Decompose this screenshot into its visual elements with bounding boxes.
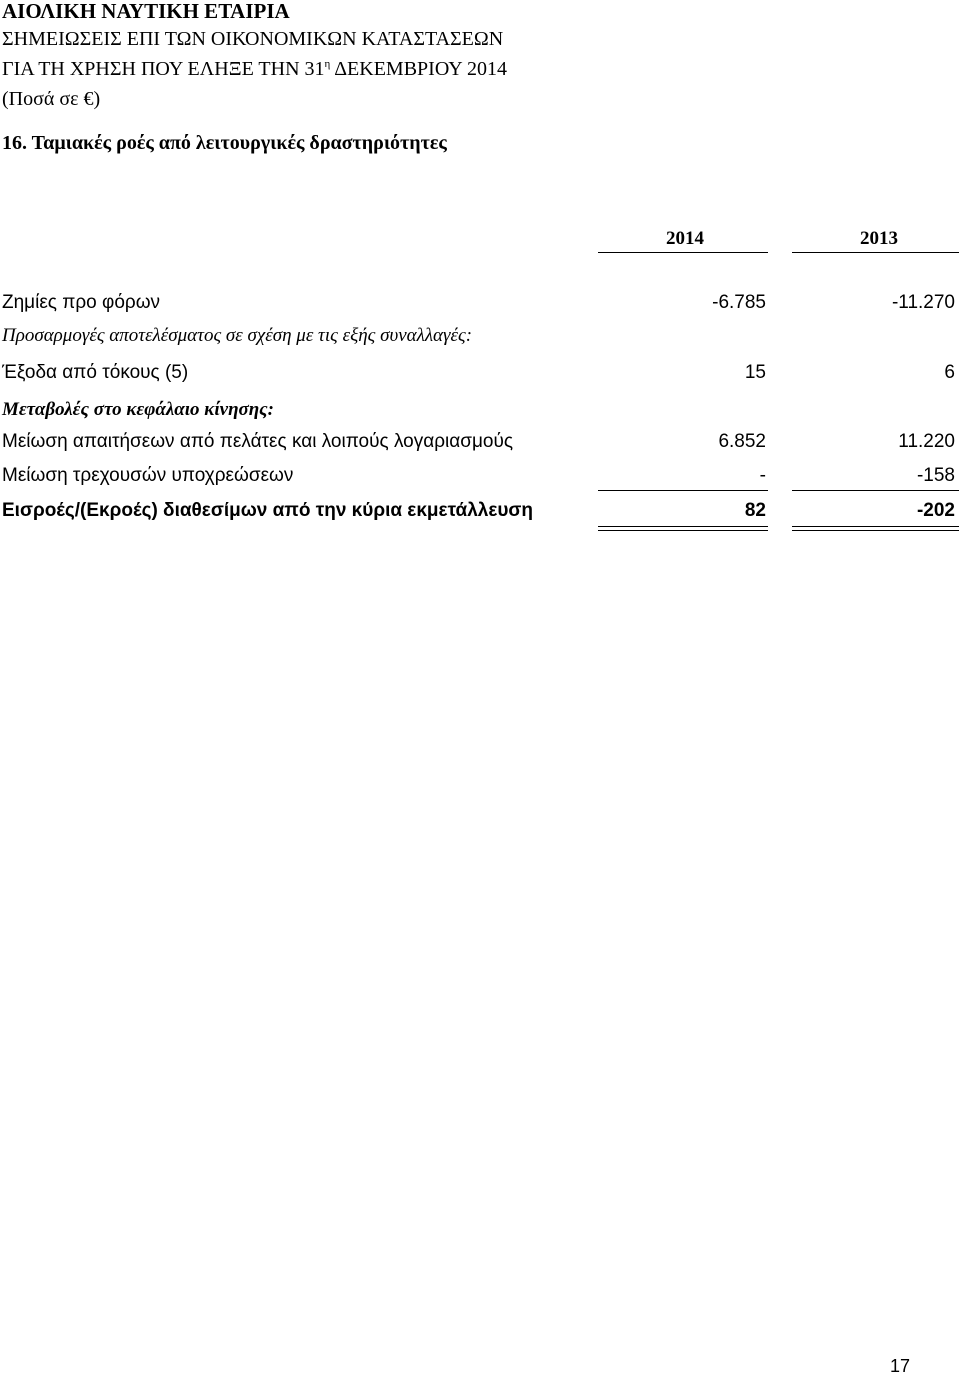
column-header-underline	[598, 252, 768, 253]
subtotal-line	[792, 490, 959, 491]
row-label-operating-cash-flow: Εισροές/(Εκροές) διαθεσίμων από την κύρια εκμετάλλευση	[2, 500, 534, 521]
value-decrease-receivables-2014: 6.852	[718, 431, 766, 452]
column-header-2013: 2013	[860, 228, 898, 249]
total-double-line-bottom	[792, 530, 959, 531]
subtotal-line	[598, 490, 768, 491]
row-label-working-capital-changes: Μεταβολές στο κεφάλαιο κίνησης:	[2, 399, 274, 420]
page-number: 17	[890, 1356, 911, 1376]
column-header-underline	[792, 252, 959, 253]
value-interest-expense-2014: 15	[744, 362, 766, 383]
value-decrease-receivables-2013: 11.220	[898, 431, 955, 452]
value-operating-cash-flow-2014: 82	[744, 500, 766, 521]
report-title: ΣΗΜΕΙΩΣΕΙΣ ΕΠΙ ΤΩΝ ΟΙΚΟΝΟΜΙΚΩΝ ΚΑΤΑΣΤΑΣΕΩΝ	[2, 28, 504, 50]
report-period-superscript: η	[324, 58, 331, 70]
report-period-text: ΓΙΑ ΤΗ ΧΡΗΣΗ ΠΟΥ ΕΛΗΞΕ ΤΗΝ 31	[2, 58, 325, 80]
total-double-line-bottom	[598, 530, 768, 531]
row-label-decrease-receivables: Μείωση απαιτήσεων από πελάτες και λοιπούς λογαριασμούς	[2, 431, 514, 452]
report-period-date: ΔΕΚΕΜΒΡΙΟΥ 2014	[330, 58, 507, 80]
section-title: 16. Ταμιακές ροές από λειτουργικές δραστηριότητες	[2, 132, 447, 154]
row-label-interest-expense: Έξοδα από τόκους (5)	[2, 362, 189, 383]
value-interest-expense-2013: 6	[944, 362, 955, 383]
value-decrease-current-liabilities-2013: -158	[916, 465, 955, 486]
row-label-loss-before-tax: Ζημίες προ φόρων	[2, 292, 161, 313]
currency-note: (Ποσά σε €)	[2, 88, 101, 110]
value-decrease-current-liabilities-2014: -	[759, 465, 766, 486]
value-operating-cash-flow-2013: -202	[916, 500, 955, 521]
value-loss-before-tax-2014: -6.785	[712, 292, 766, 313]
total-double-line-top	[792, 526, 959, 527]
total-double-line-top	[598, 526, 768, 527]
report-period	[2, 59, 507, 79]
column-header-2014: 2014	[666, 228, 704, 249]
row-label-adjustments: Προσαρμογές αποτελέσματος σε σχέση με τις εξής συναλλαγές:	[2, 325, 473, 346]
row-label-decrease-current-liabilities: Μείωση τρεχουσών υποχρεώσεων	[2, 465, 294, 486]
company-name: ΑΙΟΛΙΚΗ ΝΑΥΤΙΚΗ ΕΤΑΙΡΙΑ	[2, 0, 290, 23]
value-loss-before-tax-2013: -11.270	[891, 292, 955, 313]
